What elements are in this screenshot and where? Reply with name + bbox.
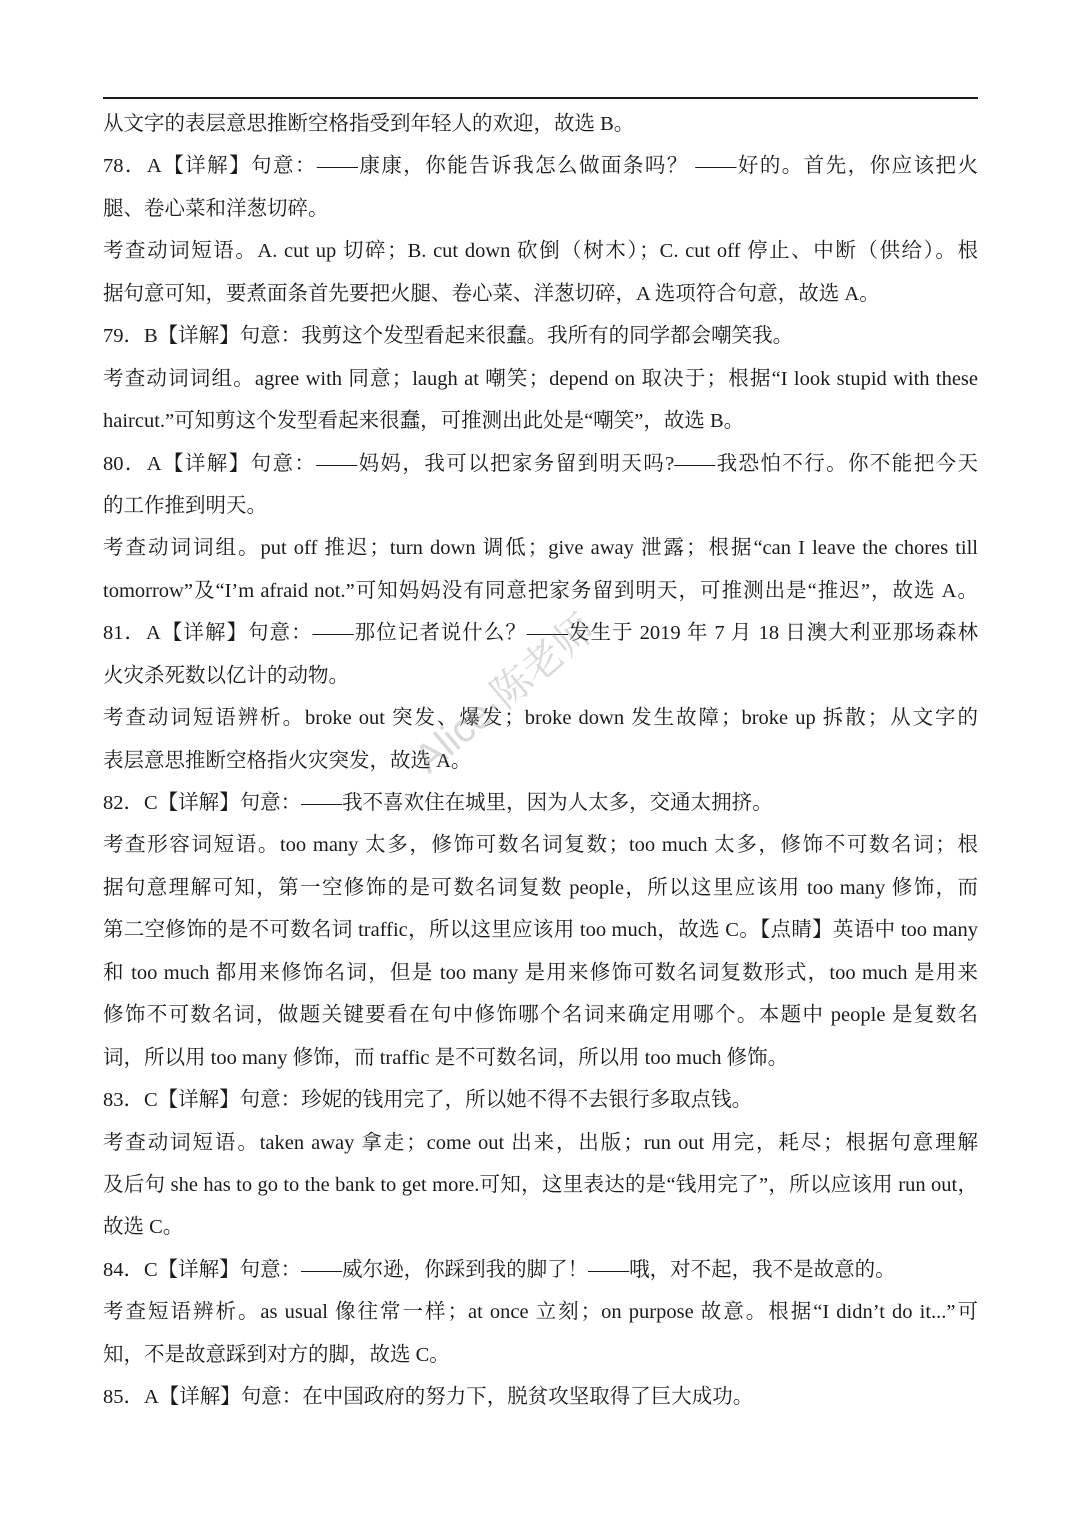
watermark: Alice·陈老师: [406, 606, 604, 782]
text-line: 和 too much 都用来修饰名词，但是 too many 是用来修饰可数名词复数形式，too much 是用来: [103, 961, 978, 984]
text-line: 故选 C。: [103, 1216, 184, 1239]
text-line: 考查动词短语。A. cut up 切碎；B. cut down 砍倒（树木）；C. cut off 停止、中断（供给）。根: [103, 240, 978, 263]
text-line: 考查动词词组。agree with 同意；laugh at 嘲笑；depend on 取决于；根据“I look stupid with these: [103, 367, 978, 390]
answer-explanations: [103, 103, 978, 1419]
text-line: 考查动词短语辨析。broke out 突发、爆发；broke down 发生故障；broke up 拆散；从文字的: [103, 707, 978, 730]
text-line: 修饰不可数名词，做题关键要看在句中修饰哪个名词来确定用哪个。本题中 people 是复数名: [103, 1004, 978, 1027]
text-line: 火灾杀死数以亿计的动物。: [103, 664, 349, 687]
text-line: 的工作推到明天。: [103, 494, 267, 517]
text-line: 词，所以用 too many 修饰，而 traffic 是不可数名词，所以用 too much 修饰。: [103, 1046, 789, 1069]
text-line: 82．C【详解】句意：——我不喜欢住在城里，因为人太多，交通太拥挤。: [103, 792, 773, 814]
text-line: 79．B【详解】句意：我剪这个发型看起来很蠢。我所有的同学都会嘲笑我。: [103, 325, 794, 348]
text-line: 78．A【详解】句意：——康康，你能告诉我怎么做面条吗？ ——好的。首先，你应该把火: [103, 155, 978, 178]
text-line: 知，不是故意踩到对方的脚，故选 C。: [103, 1343, 450, 1366]
text-line: 考查动词词组。put off 推迟；turn down 调低；give away 泄露；根据“can I leave the chores till: [103, 537, 978, 560]
header-rule: [103, 97, 978, 99]
text-line: 据句意可知，要煮面条首先要把火腿、卷心菜、洋葱切碎，A 选项符合句意，故选 A。: [103, 282, 880, 305]
text-line: 考查短语辨析。as usual 像往常一样；at once 立刻；on purpose 故意。根据“I didn’t do it...”可: [103, 1301, 978, 1324]
text-line: haircut.”可知剪这个发型看起来很蠢，可推测出此处是“嘲笑”，故选 B。: [103, 410, 745, 433]
text-line: 考查形容词短语。too many 太多，修饰可数名词复数；too much 太多，修饰不可数名词；根: [103, 834, 978, 857]
text-line: 表层意思推断空格指火灾突发，故选 A。: [103, 749, 472, 772]
text-line: 考查动词短语。taken away 拿走；come out 出来，出版；run out 用完，耗尽；根据句意理解: [103, 1131, 978, 1154]
text-line: 84．C【详解】句意：——威尔逊，你踩到我的脚了！——哦，对不起，我不是故意的。: [103, 1258, 896, 1281]
text-line: 从文字的表层意思推断空格指受到年轻人的欢迎，故选 B。: [103, 113, 635, 135]
text-line: 83．C【详解】句意：珍妮的钱用完了，所以她不得不去银行多取点钱。: [103, 1089, 753, 1112]
text-line: 80．A【详解】句意：——妈妈，我可以把家务留到明天吗?——我恐怕不行。你不能把今天: [103, 452, 978, 475]
text-line: 腿、卷心菜和洋葱切碎。: [103, 197, 329, 220]
text-line: tomorrow”及“I’m afraid not.”可知妈妈没有同意把家务留到明天，可推测出是“推迟”，故选 A。: [103, 579, 978, 602]
text-line: 及后句 she has to go to the bank to get more.可知，这里表达的是“钱用完了”，所以应该用 run out，: [103, 1173, 978, 1196]
text-line: 85．A【详解】句意：在中国政府的努力下，脱贫攻坚取得了巨大成功。: [103, 1386, 754, 1409]
text-line: 据句意理解可知，第一空修饰的是可数名词复数 people，所以这里应该用 too many 修饰，而: [103, 876, 978, 899]
text-line: 第二空修饰的是不可数名词 traffic，所以这里应该用 too much，故选 C。【点睛】英语中 too many: [103, 919, 978, 942]
text-line: 81．A【详解】句意：——那位记者说什么？——发生于 2019 年 7 月 18 日澳大利亚那场森林: [103, 622, 978, 645]
